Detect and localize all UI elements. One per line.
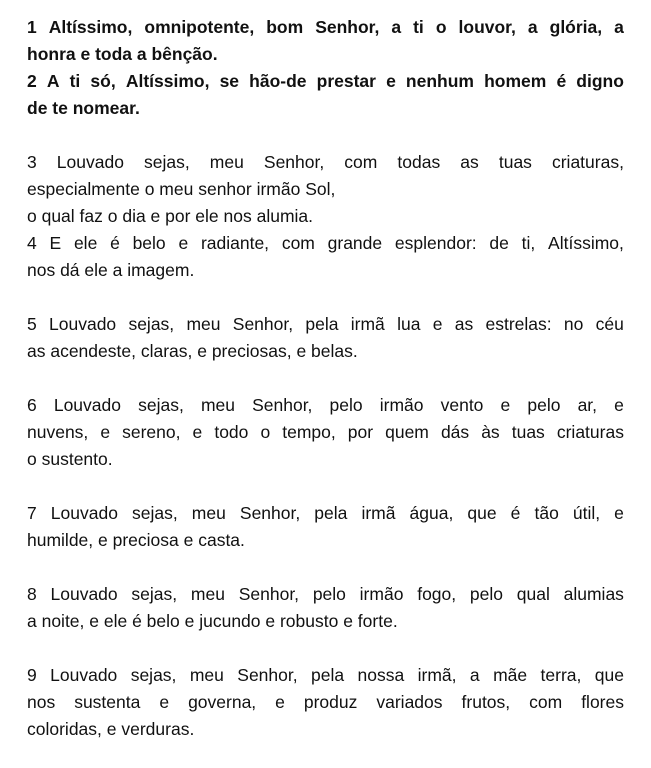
verse-6 — [27, 392, 624, 473]
stanza — [27, 14, 624, 122]
verse-line: coloridas, e verduras. — [27, 719, 195, 739]
verse-line: nuvens, e sereno, e todo o tempo, por quem dás às tuas criaturas — [27, 422, 624, 442]
verse-line: 6 Louvado sejas, meu Senhor, pelo irmão vento e pelo ar, e — [27, 395, 624, 415]
verse-1 — [27, 14, 624, 68]
verse-9 — [27, 662, 624, 743]
stanza-gap — [27, 122, 624, 149]
verse-line: humilde, e preciosa e casta. — [27, 530, 245, 550]
stanza — [27, 311, 624, 365]
verse-line: de te nomear. — [27, 98, 140, 118]
verse-line: 4 E ele é belo e radiante, com grande esplendor: de ti, Altíssimo, — [27, 233, 624, 253]
verse-4 — [27, 230, 624, 284]
verse-line: honra e toda a bênção. — [27, 44, 218, 64]
verse-3 — [27, 149, 624, 230]
stanza-gap — [27, 635, 624, 662]
verse-line: 9 Louvado sejas, meu Senhor, pela nossa irmã, a mãe terra, que — [27, 665, 624, 685]
verse-line: o qual faz o dia e por ele nos alumia. — [27, 206, 314, 226]
stanza-gap — [27, 365, 624, 392]
verse-2 — [27, 68, 624, 122]
verse-line: nos sustenta e governa, e produz variados frutos, com flores — [27, 692, 624, 712]
verse-7 — [27, 500, 624, 554]
stanza-gap — [27, 284, 624, 311]
verse-line: as acendeste, claras, e preciosas, e belas. — [27, 341, 358, 361]
stanza — [27, 662, 624, 743]
verse-8 — [27, 581, 624, 635]
canticle-text — [27, 14, 624, 743]
stanza-gap — [27, 473, 624, 500]
verse-line: nos dá ele a imagem. — [27, 260, 195, 280]
verse-line: 7 Louvado sejas, meu Senhor, pela irmã água, que é tão útil, e — [27, 503, 624, 523]
stanza — [27, 149, 624, 284]
verse-5 — [27, 311, 624, 365]
verse-line: a noite, e ele é belo e jucundo e robusto e forte. — [27, 611, 398, 631]
verse-line: 5 Louvado sejas, meu Senhor, pela irmã lua e as estrelas: no céu — [27, 314, 624, 334]
stanza — [27, 392, 624, 473]
stanza — [27, 581, 624, 635]
verse-line: o sustento. — [27, 449, 113, 469]
verse-line: 3 Louvado sejas, meu Senhor, com todas as tuas criaturas, — [27, 152, 624, 172]
stanza-gap — [27, 554, 624, 581]
stanza — [27, 500, 624, 554]
verse-line: especialmente o meu senhor irmão Sol, — [27, 179, 336, 199]
verse-line: 2 A ti só, Altíssimo, se hão-de prestar e nenhum homem é digno — [27, 71, 624, 91]
verse-line: 1 Altíssimo, omnipotente, bom Senhor, a ti o louvor, a glória, a — [27, 17, 624, 37]
verse-line: 8 Louvado sejas, meu Senhor, pelo irmão fogo, pelo qual alumias — [27, 584, 624, 604]
